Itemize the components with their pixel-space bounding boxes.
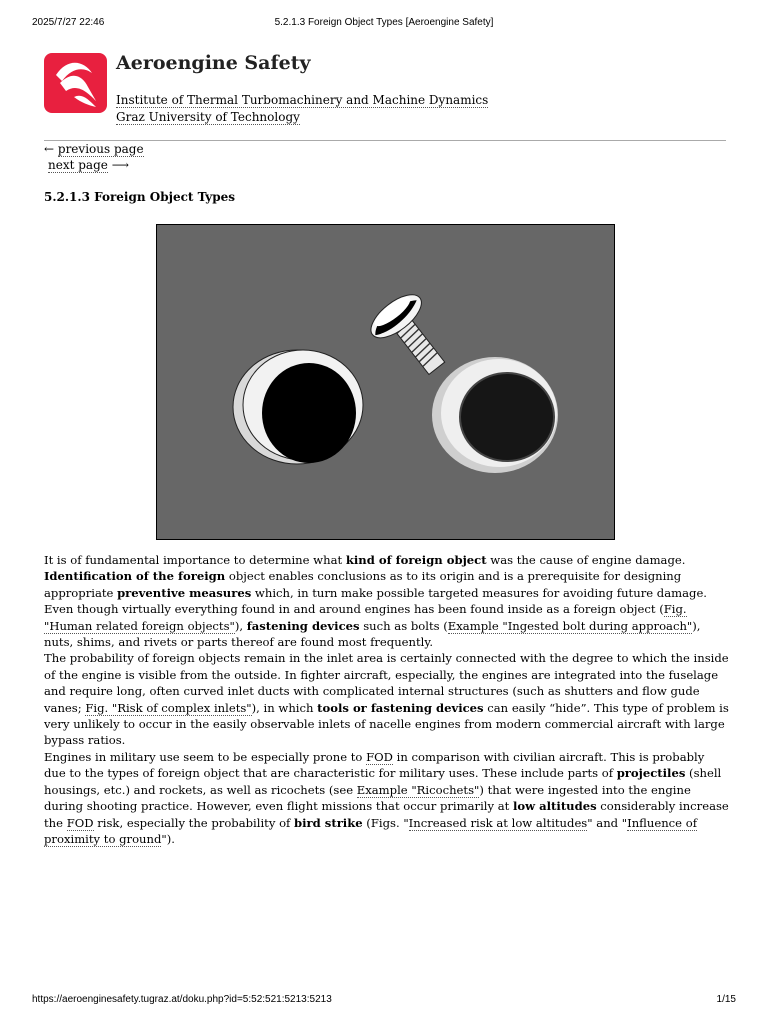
text-span: Even though virtually everything found in and around engines has been found inside as a foreign object ( [44, 602, 664, 617]
bold-text: bird strike [294, 815, 363, 830]
bold-text: kind of foreign object [345, 553, 487, 567]
text-span: object enables conclusions as to its origin and is a prerequisite for designing appropriate [44, 569, 682, 600]
fig-low-altitudes-link[interactable]: Increased risk at low altitudes [408, 815, 588, 830]
bold-text: low altitudes [512, 799, 597, 814]
bold-text: projectiles [616, 766, 686, 781]
text-span: The probability of foreign objects remain in the inlet area is certainly connected with the degree to which the inside of the engine is visible from the outside. In fighter aircraft, especially, the engines are integrated into the fuselage and require long, often curved inlet ducts with complicated internal structures (such as shutters and flow gude vanes; [44, 651, 729, 715]
text-span: "). [161, 831, 175, 846]
print-page-number: 1/15 [716, 994, 736, 1005]
fod-link[interactable]: FOD [66, 815, 94, 830]
paragraph-1 [44, 552, 729, 601]
fig-proximity-ground-link[interactable]: Influence of proximity to ground [44, 815, 697, 846]
site-title[interactable]: Aeroengine Safety [116, 52, 311, 74]
text-span: in comparison with civilian aircraft. This is probably due to the types of foreign object that are characteristic for military uses. These include parts of [44, 749, 705, 781]
institute-link[interactable]: Institute of Thermal Turbomachinery and Machine Dynamics [116, 93, 489, 107]
text-span: Engines in military use seem to be especially prone to [44, 749, 367, 764]
article-body [44, 552, 729, 847]
right-washer-shape [432, 357, 558, 473]
print-header [32, 17, 736, 31]
print-page-title: 5.2.1.3 Foreign Object Types [Aeroengine Safety] [274, 17, 494, 28]
paragraph-2 [44, 601, 729, 650]
text-span: considerably increase the [44, 799, 729, 830]
page-heading: 5.2.1.3 Foreign Object Types [44, 190, 235, 204]
paragraph-4 [44, 749, 729, 847]
text-span: can easily “hide”. This type of problem is very unlikely to occur in the easily observable inlets of nacelle engines from modern commercial aircraft with large bypass ratios. [44, 700, 729, 748]
text-span: ), in which [251, 700, 318, 715]
text-span: (Figs. " [362, 815, 409, 830]
text-span: risk, especially the probability of [93, 815, 295, 830]
header-divider [44, 140, 726, 141]
bold-text: Identification of the foreign [44, 569, 226, 584]
text-span: which, in turn make possible targeted measures for avoiding future damage. [251, 585, 707, 600]
left-washer-shape [233, 350, 363, 464]
right-arrow-icon: ⟶ [111, 158, 129, 172]
text-span: ) that were ingested into the engine during shooting practice. However, even flight missions that occur primarily at [44, 782, 691, 814]
left-arrow-icon: ← [44, 142, 55, 156]
site-logo[interactable] [44, 53, 107, 113]
bolt-shape [364, 287, 461, 387]
example-ricochets-link[interactable]: Example "Ricochets" [356, 782, 480, 797]
text-span: such as bolts ( [359, 618, 448, 633]
text-span: " and " [587, 815, 628, 830]
bold-text: tools or fastening devices [317, 700, 484, 715]
next-page-nav[interactable] [48, 158, 129, 172]
text-span: (shell housings, etc.) and rockets, as well as ricochets (see [44, 766, 722, 797]
previous-page-link[interactable]: previous page [57, 142, 144, 156]
fig-human-related-link[interactable]: Fig. "Human related foreign objects" [44, 602, 687, 633]
foreign-objects-figure [156, 224, 615, 540]
bold-text: preventive measures [117, 585, 252, 600]
fig-complex-inlets-link[interactable]: Fig. "Risk of complex inlets" [85, 700, 252, 715]
text-span: was the cause of engine damage. [486, 553, 686, 567]
text-span: It is of fundamental importance to determine what [44, 553, 346, 567]
text-span: ), [234, 618, 247, 633]
swoosh-logo-icon [44, 53, 107, 113]
university-link[interactable]: Graz University of Technology [116, 110, 300, 124]
example-ingested-bolt-link[interactable]: Example "Ingested bolt during approach" [447, 618, 693, 633]
bolt-and-washers-illustration [157, 225, 614, 539]
print-datetime: 2025/7/27 22:46 [32, 17, 105, 28]
paragraph-3 [44, 650, 729, 748]
print-url: https://aeroenginesafety.tugraz.at/doku.php?id=5:52:521:5213:5213 [32, 994, 332, 1005]
bold-text: fastening devices [246, 618, 360, 633]
next-page-link[interactable]: next page [48, 158, 108, 172]
text-span: ), nuts, shims, and rivets or parts thereof are found most frequently. [44, 618, 701, 650]
fod-link[interactable]: FOD [366, 749, 393, 764]
previous-page-nav[interactable] [44, 142, 144, 156]
print-footer [32, 994, 736, 1008]
